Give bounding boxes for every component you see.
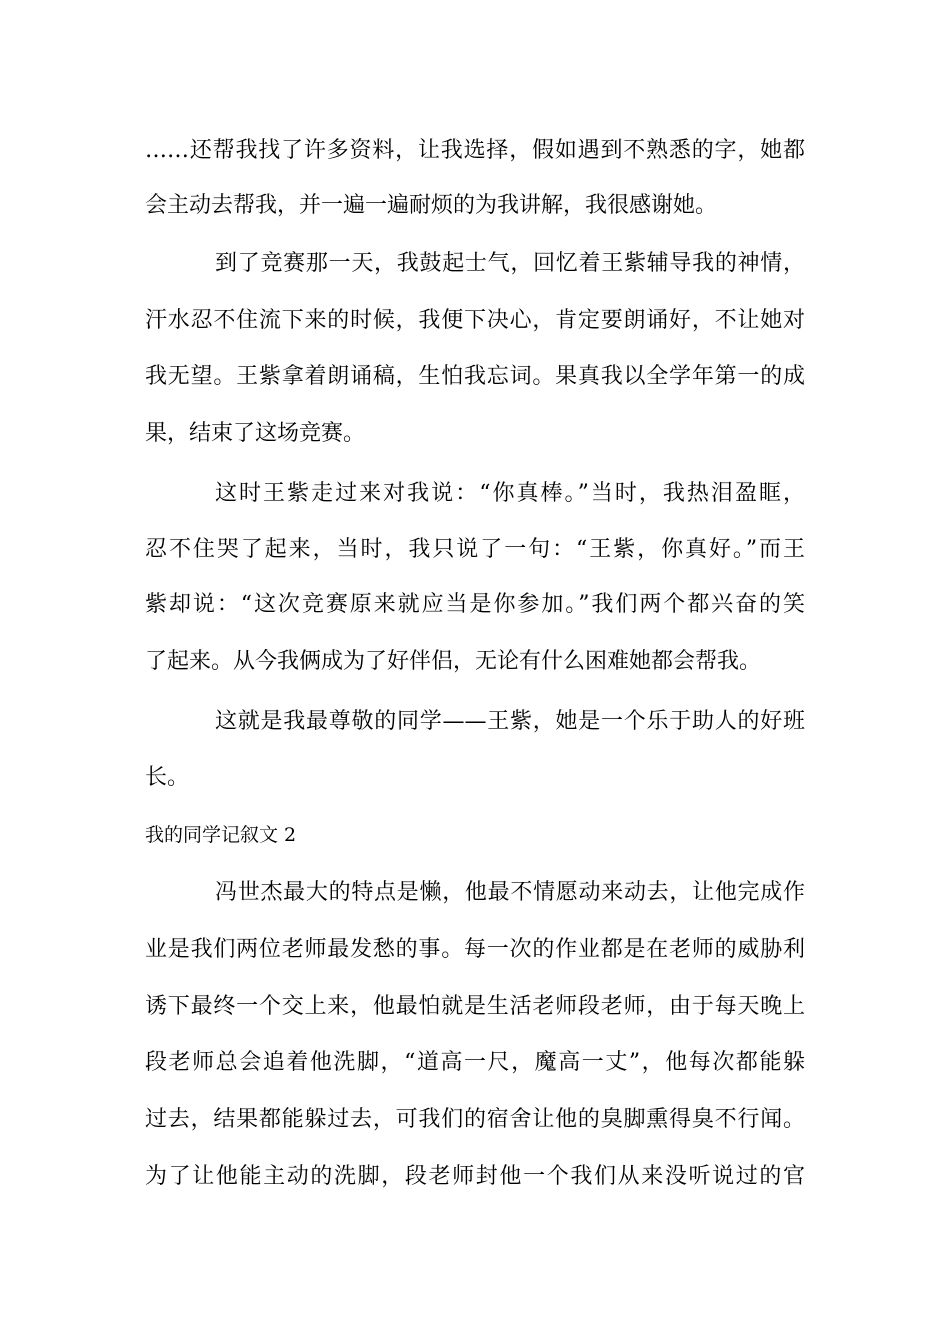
paragraph-line: 到了竞赛那一天，我鼓起士气，回忆着王紫辅导我的神情， — [215, 251, 805, 276]
paragraph-line: 业是我们两位老师最发愁的事。每一次的作业都是在老师的威胁利 — [145, 937, 805, 962]
paragraph-line: 紫却说：“这次竞赛原来就应当是你参加。”我们两个都兴奋的笑 — [145, 592, 805, 617]
paragraph-line: 会主动去帮我，并一遍一遍耐烦的为我讲解，我很感谢她。 — [145, 193, 718, 218]
section-heading: 我的同学记叙文 2 — [145, 824, 297, 846]
paragraph-line: 这时王紫走过来对我说：“你真棒。”当时，我热泪盈眶， — [215, 481, 805, 506]
paragraph-line: ……还帮我找了许多资料，让我选择，假如遇到不熟悉的字，她都 — [145, 138, 805, 163]
paragraph-line: 诱下最终一个交上来，他最怕就是生活老师段老师，由于每天晚上 — [145, 994, 805, 1019]
paragraph-line: 了起来。从今我俩成为了好伴侣，无论有什么困难她都会帮我。 — [145, 649, 762, 674]
paragraph-line: 段老师总会追着他洗脚，“道高一尺，魔高一丈”，他每次都能躲 — [145, 1050, 805, 1075]
paragraph-line: 这就是我最尊敬的同学——王紫，她是一个乐于助人的好班 — [215, 709, 805, 734]
paragraph-line: 冯世杰最大的特点是懒，他最不情愿动来动去，让他完成作 — [215, 880, 805, 905]
paragraph-line: 汗水忍不住流下来的时候，我便下决心，肯定要朗诵好，不让她对 — [145, 308, 805, 333]
paragraph-line: 果，结束了这场竞赛。 — [145, 421, 366, 446]
paragraph-line: 为了让他能主动的洗脚，段老师封他一个我们从来没听说过的官 — [145, 1164, 805, 1189]
paragraph-line: 忍不住哭了起来，当时，我只说了一句：“王紫，你真好。”而王 — [145, 537, 805, 562]
paragraph-line: 长。 — [145, 765, 190, 790]
paragraph-line: 过去，结果都能躲过去，可我们的宿舍让他的臭脚熏得臭不行闻。 — [145, 1107, 805, 1132]
paragraph-line: 我无望。王紫拿着朗诵稿，生怕我忘词。果真我以全学年第一的成 — [145, 364, 805, 389]
